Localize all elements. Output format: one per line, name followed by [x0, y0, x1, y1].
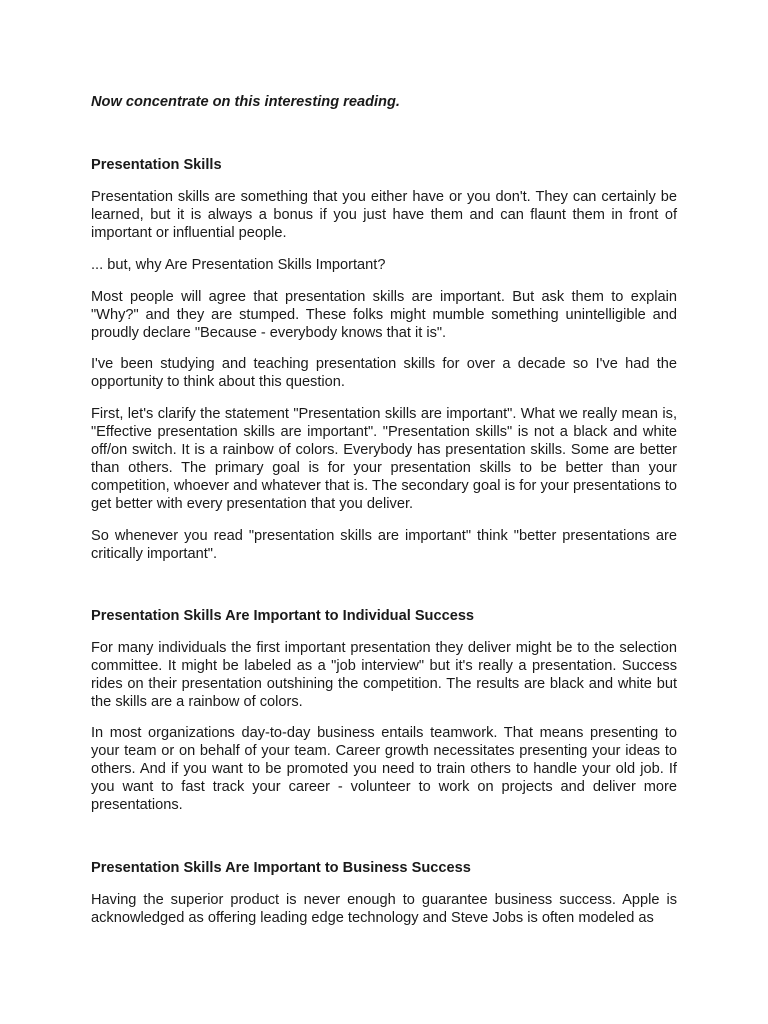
paragraph: For many individuals the first important presentation they deliver might be to the selection committee. It might be labeled as a "job interview" but it's really a presentation. Success rides on their presentation outshining the competition. The results are black and white but the skills are a rainbow of colors.: [91, 640, 677, 710]
paragraph: Most people will agree that presentation skills are important. But ask them to explain "Why?" and they are stumped. These folks might mumble something unintelligible and proudly declare "Because - everybody knows that it is".: [91, 289, 677, 341]
section-heading-presentation-skills: Presentation Skills: [91, 157, 222, 173]
section-heading-individual-success: Presentation Skills Are Important to Individual Success: [91, 608, 475, 624]
paragraph: In most organizations day-to-day business entails teamwork. That means presenting to your team or on behalf of your team. Career growth necessitates presenting your ideas to others. And if you want to be promoted you need to train others to handle your old job. If you want to fast track your career - volunteer to work on projects and deliver more presentations.: [91, 725, 677, 813]
section-heading-business-success: Presentation Skills Are Important to Business Success: [91, 860, 471, 876]
intro-text: Now concentrate on this interesting reading.: [91, 94, 400, 110]
paragraph: I've been studying and teaching presentation skills for over a decade so I've had the opportunity to think about this question.: [91, 356, 677, 390]
paragraph: Having the superior product is never enough to guarantee business success. Apple is acknowledged as offering leading edge technology and Steve Jobs is often modeled as: [91, 892, 677, 926]
paragraph: So whenever you read "presentation skills are important" think "better presentations are critically important".: [91, 528, 677, 562]
paragraph: First, let's clarify the statement "Presentation skills are important". What we really mean is, "Effective presentation skills are important". "Presentation skills" is not a black and white off/on switch. It is a rainbow of colors. Everybody has presentation skills. Some are better than others. The primary goal is for your presentation skills to be better than your competition, whoever and whatever that is. The secondary goal is for your presentations to get better with every presentation that you deliver.: [91, 406, 677, 512]
paragraph: Presentation skills are something that you either have or you don't. They can certainly be learned, but it is always a bonus if you just have them and can flaunt them in front of important or influential people.: [91, 189, 677, 241]
paragraph: ... but, why Are Presentation Skills Important?: [91, 257, 386, 273]
